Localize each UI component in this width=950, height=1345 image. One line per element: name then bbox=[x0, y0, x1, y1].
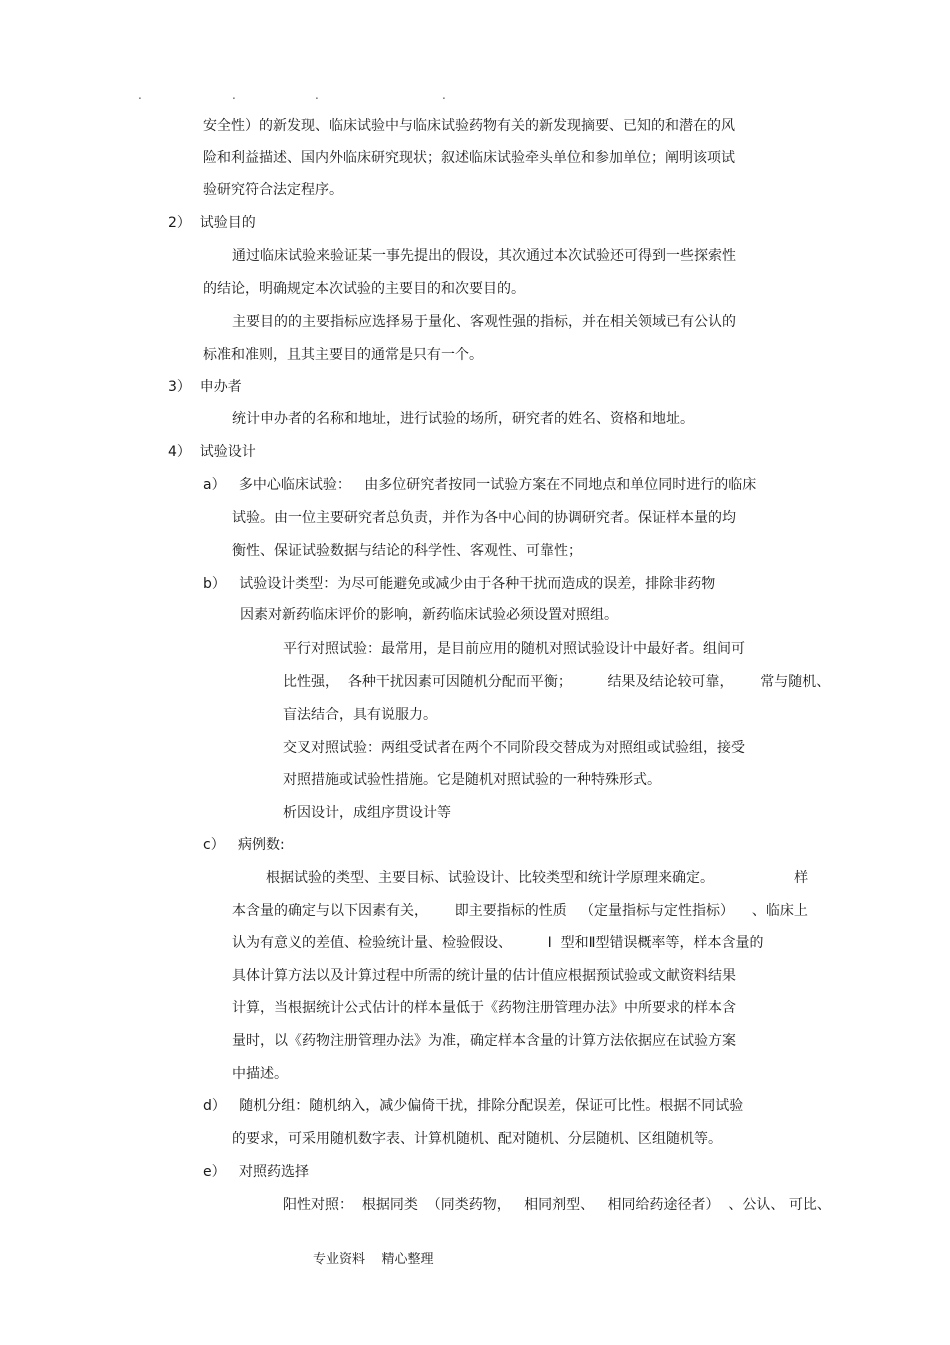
body-line: 安全性）的新发现、临床试验中与临床试验药物有关的新发现摘要、已知的和潜在的风 bbox=[203, 118, 735, 134]
page-footer: 专业资料 精心整理 bbox=[313, 1252, 434, 1267]
subsection-line: b） 试验设计类型：为尽可能避免或减少由于各种干扰而造成的误差，排除非药物 bbox=[203, 576, 716, 592]
body-line: 比性强， 各种干扰因素可因随机分配而平衡； 结果及结论较可靠， 常与随机、 bbox=[283, 674, 831, 690]
body-line: 的要求，可采用随机数字表、计算机随机、配对随机、分层随机、区组随机等。 bbox=[232, 1131, 722, 1147]
body-line: 根据试验的类型、主要目标、试验设计、比较类型和统计学原理来确定。 样 bbox=[266, 870, 809, 886]
body-line: 险和利益描述、国内外临床研究现状；叙述临床试验牵头单位和参加单位；阐明该项试 bbox=[203, 150, 735, 166]
body-line: 统计申办者的名称和地址，进行试验的场所，研究者的姓名、资格和地址。 bbox=[232, 411, 694, 427]
body-line: 因素对新药临床评价的影响，新药临床试验必须设置对照组。 bbox=[240, 607, 618, 623]
body-line: 本含量的确定与以下因素有关， 即主要指标的性质 （定量指标与定性指标） 、临床上 bbox=[232, 903, 808, 919]
body-line: 计算，当根据统计公式估计的样本量低于《药物注册管理办法》中所要求的样本含 bbox=[232, 1000, 736, 1016]
section-heading: 2） 试验目的 bbox=[168, 215, 256, 231]
header-dot: . bbox=[232, 88, 236, 102]
body-line: 量时，以《药物注册管理办法》为准，确定样本含量的计算方法依据应在试验方案 bbox=[232, 1033, 736, 1049]
body-line: 的结论，明确规定本次试验的主要目的和次要目的。 bbox=[203, 281, 525, 297]
body-line: 阳性对照： 根据同类 （同类药物， 相同剂型、 相同给药途径者） 、公认、 可比、 bbox=[283, 1197, 831, 1213]
subsection-line: d） 随机分组：随机纳入，减少偏倚干扰，排除分配误差，保证可比性。根据不同试验 bbox=[203, 1098, 744, 1114]
section-heading: 4） 试验设计 bbox=[168, 444, 256, 460]
body-line: 交叉对照试验：两组受试者在两个不同阶段交替成为对照组或试验组，接受 bbox=[283, 740, 745, 756]
body-line: 盲法结合，具有说服力。 bbox=[283, 707, 437, 723]
body-line: 认为有意义的差值、检验统计量、检验假设、 Ⅰ 型和Ⅱ型错误概率等，样本含量的 bbox=[232, 935, 764, 951]
body-line: 主要目的的主要指标应选择易于量化、客观性强的指标，并在相关领域已有公认的 bbox=[232, 314, 736, 330]
subsection-line: c） 病例数: bbox=[203, 837, 285, 853]
body-line: 对照措施或试验性措施。它是随机对照试验的一种特殊形式。 bbox=[283, 772, 661, 788]
header-dot: . bbox=[442, 88, 446, 102]
body-line: 衡性、保证试验数据与结论的科学性、客观性、可靠性； bbox=[232, 543, 582, 559]
body-line: 具体计算方法以及计算过程中所需的统计量的估计值应根据预试验或文献资料结果 bbox=[232, 968, 736, 984]
subsection-line: a） 多中心临床试验： 由多位研究者按同一试验方案在不同地点和单位同时进行的临床 bbox=[203, 477, 757, 493]
body-line: 标准和准则，且其主要目的通常是只有一个。 bbox=[203, 347, 483, 363]
body-line: 试验。由一位主要研究者总负责，并作为各中心间的协调研究者。保证样本量的均 bbox=[232, 510, 736, 526]
section-heading: 3） 申办者 bbox=[168, 379, 242, 395]
header-dot: . bbox=[315, 88, 319, 102]
subsection-line: e） 对照药选择 bbox=[203, 1164, 309, 1180]
body-line: 中描述。 bbox=[232, 1066, 288, 1082]
header-dot: . bbox=[138, 88, 142, 102]
body-line: 验研究符合法定程序。 bbox=[203, 182, 343, 198]
body-line: 平行对照试验：最常用，是目前应用的随机对照试验设计中最好者。组间可 bbox=[283, 641, 745, 657]
body-line: 通过临床试验来验证某一事先提出的假设，其次通过本次试验还可得到一些探索性 bbox=[232, 248, 736, 264]
body-line: 析因设计，成组序贯设计等 bbox=[283, 805, 451, 821]
